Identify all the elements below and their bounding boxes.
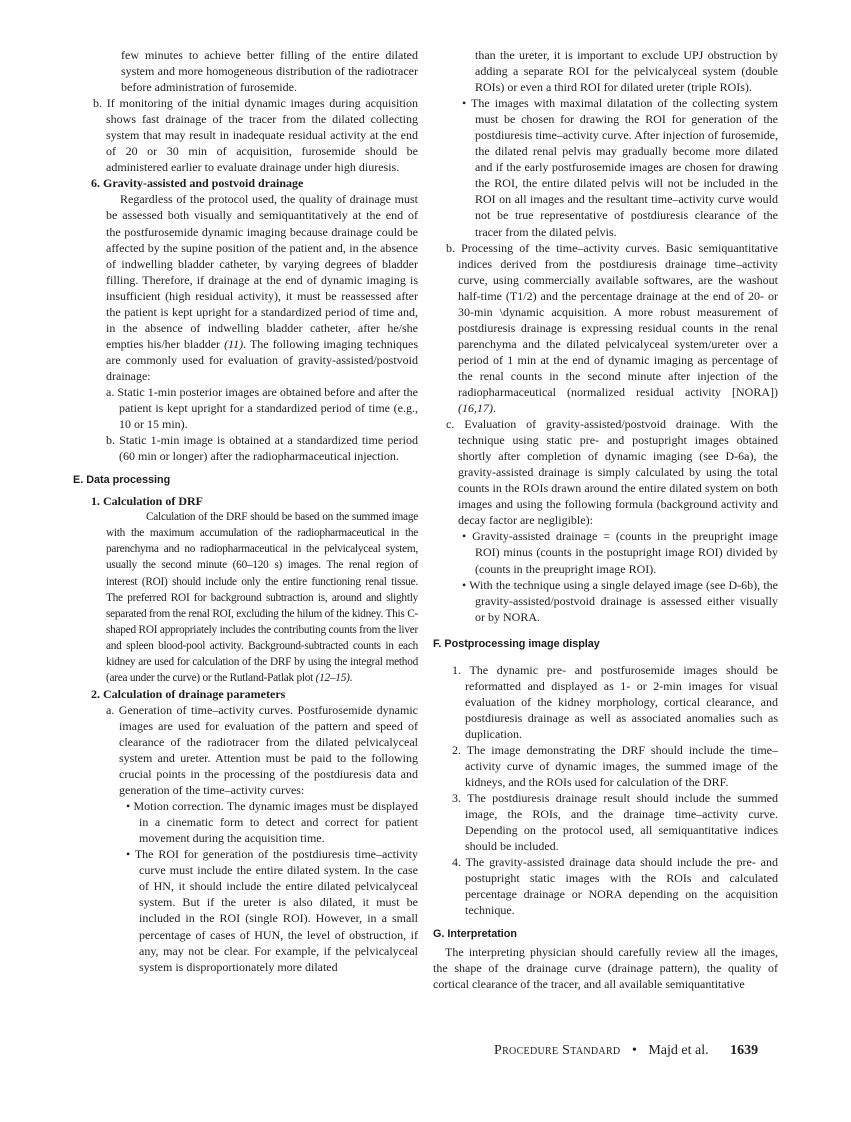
page-footer xyxy=(494,1043,758,1059)
list-item: b. Static 1-min image is obtained at a standardized time period (60 min or longer) after the radiopharmaceutical injection. xyxy=(106,433,418,464)
paragraph: few minutes to achieve better filling of the entire dilated system and more homogeneous distribution of the radiotracer before administration of furosemide. xyxy=(121,48,418,95)
list-item: 2. The image demonstrating the DRF should include the time–activity curve of dynamic images, the summed image of the kidneys, and the ROIs used for calculation of the DRF. xyxy=(452,742,778,790)
bullet-item: • Gravity-assisted drainage = (counts in the preupright image ROI) minus (counts in the postupright image ROI) divided by (counts in the preupright image ROI). xyxy=(462,529,778,576)
bullet-item: • The images with maximal dilatation of the collecting system must be chosen for drawing the ROI for generation of the postdiuresis time–activity curve. After injection of furosemide, the dilated renal pelvis may gradually become more dilated and if the early postfurosemide images are chosen for drawing the ROI, the entire dilated pelvis will not be included in the ROI on all images and the resultant time–activity curve would not be true representative of postdiuresis clearance of the tracer from the dilated pelvis. xyxy=(462,96,778,239)
section-heading: G. Interpretation xyxy=(433,928,517,941)
list-item: c. Evaluation of gravity-assisted/postvoid drainage. With the technique using static pre- and postupright images obtained shortly after completion of dynamic imaging (see D-6a), the gravity-assisted drainage is simply calculated by using the total counts in the ROIs drawn around the entire dilated system on both images and using the following formula (background activity and decay factor are negligible): xyxy=(446,417,778,528)
subsection-heading: 2. Calculation of drainage parameters xyxy=(91,686,286,701)
section-heading: E. Data processing xyxy=(73,474,171,487)
paragraph: The interpreting physician should carefully review all the images, the shape of the drainage curve (drainage pattern), the quality of cortical clearance of the tracer, and all available semiquantitative xyxy=(433,944,778,991)
citation: (11) xyxy=(224,336,244,351)
section-heading: F. Postprocessing image display xyxy=(433,637,600,650)
list-item: 1. The dynamic pre- and postfurosemide images should be reformatted and displayed as 1- or 2-min images for visual evaluation of the kidney morphology, cortical clearance, and postdiuresis drainage as well as associated anomalies such as duplication. xyxy=(452,662,778,741)
citation: (12–15) xyxy=(315,671,350,684)
bullet-item: • Motion correction. The dynamic images must be displayed in a cinematic form to detect and correct for patient movement during the acquisition time. xyxy=(126,799,418,846)
subsection-heading: 6. Gravity-assisted and postvoid drainage xyxy=(91,176,304,191)
separator: • xyxy=(631,1043,637,1058)
journal-section-label: Procedure Standard xyxy=(494,1043,621,1058)
bullet-item: • With the technique using a single delayed image (see D-6b), the gravity-assisted/postvoid drainage is assessed either visually or by NORA. xyxy=(462,577,778,624)
citation: (16,17) xyxy=(458,401,493,416)
subsection-heading: 1. Calculation of DRF xyxy=(91,494,203,509)
list-item: a. Generation of time–activity curves. Postfurosemide dynamic images are used for evaluation of the pattern and speed of clearance of the radiotracer from the dilated pelvicalyceal system and ureter. Attention must be paid to the following crucial points in the processing of the postdiuresis data and generation of the time–activity curves: xyxy=(106,702,418,798)
list-item: 3. The postdiuresis drainage result should include the summed image, the ROIs, and the drainage time–activity curve. Depending on the protocol used, all semiquantitative indices should be included. xyxy=(452,791,778,854)
paragraph: Calculation of the DRF should be based on the summed image with the maximum accumulation of the radiopharmaceutical in the parenchyma and no radiopharmaceutical in the pelvicalyceal system, usually the second minute (60–120 s) images. The renal region of interest (ROI) should include only the entire functioning renal tissue. The preferred ROI for background subtraction is, around and slightly separated from the renal ROI, excluding the hilum of the kidney. This C-shaped ROI appropriately includes the contributing counts from the liver and spleen blood-pool activity. Background-subtracted counts in each kidney are used for calculation of the DRF by using the integral method (area under the curve) or the Rutland-Patlak plot (12–15). xyxy=(106,511,418,684)
left-column xyxy=(73,47,418,975)
page-number: 1639 xyxy=(730,1043,759,1058)
right-column xyxy=(433,47,778,992)
list-item: b. If monitoring of the initial dynamic images during acquisition shows fast drainage of the tracer from the dilated collecting system that may result in inadequate residual activity at the end of 20 or 30 min of acquisition, furosemide should be administered earlier to evaluate drainage under high diuresis. xyxy=(93,96,418,175)
list-item: a. Static 1-min posterior images are obtained before and after the patient is kept upright for a standardized period of time (e.g., 10 or 15 min). xyxy=(106,384,418,432)
list-item: b. Processing of the time–activity curves. Basic semiquantitative indices derived from the postdiuresis drainage time–activity curve, using commercially available softwares, are the washout half-time (T1/2) and the percentage drainage at the end of 20- or 30-min \dynamic acquisition. A more robust measurement of postdiuresis drainage is expressing residual counts in the renal parenchyma and the dilated pelvicalyceal system/ureter over a period of 1 min at the end of dynamic imaging as percentage of the renal counts in the second minute after injection of the radiopharmaceutical (normalized residual activity [NORA]) (16,17). xyxy=(446,240,778,416)
bullet-item: • The ROI for generation of the postdiuresis time–activity curve must include the entire dilated system. In the case of HN, it should include the entire dilated pelvicalyceal system. But if the ureter is also dilated, it must be included in the ROI (single ROI). However, in a small percentage of cases of HUN, the level of obstruction, if any, may not be clear. For example, if the pelvicalyceal system is disproportionately more dilated xyxy=(126,847,418,974)
list-item: 4. The gravity-assisted drainage data should include the pre- and postupright static images with the ROIs and calculated percentage drainage or NORA depending on the acquisition technique. xyxy=(452,855,778,918)
paragraph: than the ureter, it is important to exclude UPJ obstruction by adding a separate ROI for the pelvicalyceal system (double ROIs) or even a third ROI for dilated ureter (triple ROIs). xyxy=(475,48,778,95)
authors: Majd et al. xyxy=(648,1043,709,1058)
paragraph: Regardless of the protocol used, the quality of drainage must be assessed both visually and semiquantitatively at the end of the postfurosemide dynamic imaging because drainage could be affected by the supine position of the patient and, in the absence of indwelling bladder catheter, by varying degrees of bladder filling. Therefore, if drainage at the end of dynamic imaging is insufficient (high residual activity), it must be reassessed after the patient is kept upright for a standardized period of time and, in the absence of indwelling bladder catheter, after he/she empties his/her bladder (11). The following imaging techniques are commonly used for evaluation of gravity-assisted/postvoid drainage: xyxy=(106,192,419,383)
